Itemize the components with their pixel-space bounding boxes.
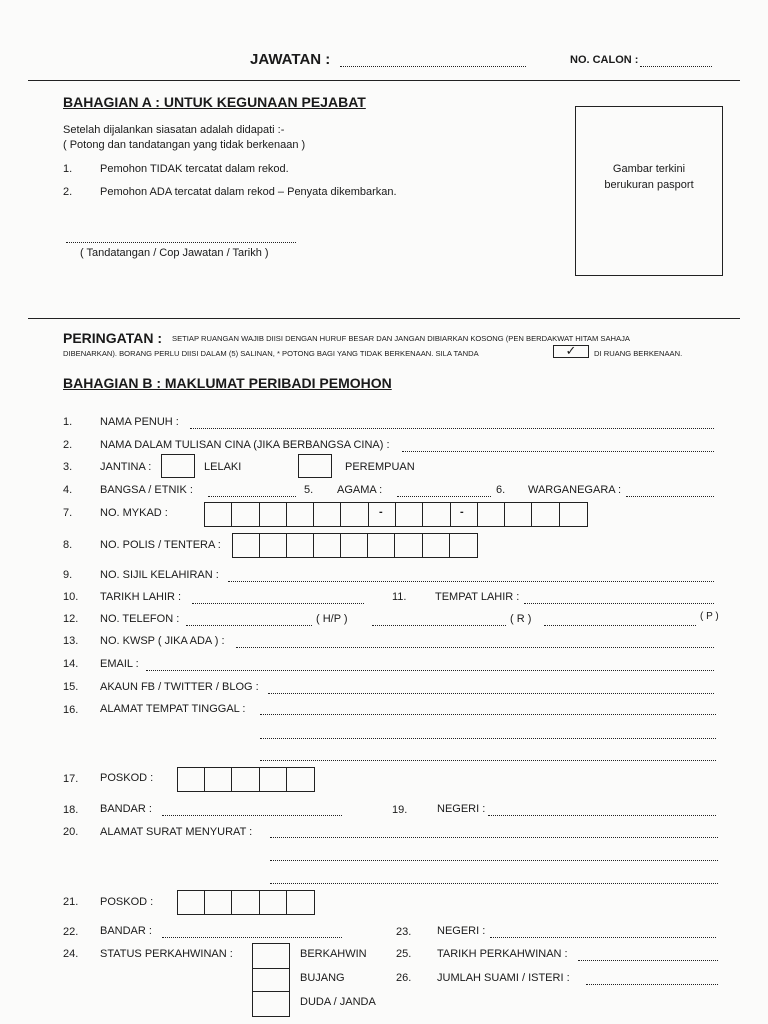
warganegara-label: WARGANEGARA : xyxy=(528,484,622,496)
negeri-label: NEGERI : xyxy=(437,803,486,815)
photo-box-caption: Gambar terkini berukuran pasport xyxy=(604,163,694,191)
poskod-surat-label: POSKOD : xyxy=(100,896,154,908)
akaun-sosial-label: AKAUN FB / TWITTER / BLOG : xyxy=(100,681,259,693)
warning-text-3: DI RUANG BERKENAAN. xyxy=(594,349,683,358)
no-calon-field[interactable] xyxy=(640,66,712,67)
bujang-checkbox[interactable] xyxy=(252,968,290,992)
field-number: 18. xyxy=(63,804,79,816)
bujang-label: BUJANG xyxy=(300,972,345,984)
warning-label: PERINGATAN : xyxy=(63,330,163,346)
field-number: 20. xyxy=(63,826,79,838)
field-number: 11. xyxy=(392,591,407,603)
kwsp-label: NO. KWSP ( JIKA ADA ) : xyxy=(100,635,225,647)
poskod-input[interactable] xyxy=(177,767,315,792)
field-number: 9. xyxy=(63,569,73,581)
mykad-label: NO. MYKAD : xyxy=(100,507,168,519)
field-number: 7. xyxy=(63,507,73,519)
tempat-lahir-label: TEMPAT LAHIR : xyxy=(435,591,520,603)
lelaki-label: LELAKI xyxy=(204,461,242,473)
signature-caption: ( Tandatangan / Cop Jawatan / Tarikh ) xyxy=(80,247,269,259)
item-text: Pemohon TIDAK tercatat dalam rekod. xyxy=(100,163,289,175)
photo-box[interactable] xyxy=(575,106,723,276)
telefon-label: NO. TELEFON : xyxy=(100,613,180,625)
mykad-separator: - xyxy=(379,506,383,518)
warning-text-2: DIBENARKAN). BORANG PERLU DIISI DALAM (5) SALINAN, * POTONG BAGI YANG TIDAK BERKENAAN. SILA TANDA xyxy=(63,349,479,358)
field-number: 17. xyxy=(63,773,79,785)
field-number: 12. xyxy=(63,613,79,625)
telefon-r-field[interactable] xyxy=(372,625,506,626)
section-a-intro: Setelah dijalankan siasatan adalah didapati :- xyxy=(63,124,285,136)
section-divider xyxy=(28,318,740,319)
field-number: 21. xyxy=(63,896,79,908)
poskod-label: POSKOD : xyxy=(100,772,154,784)
nama-penuh-label: NAMA PENUH : xyxy=(100,416,179,428)
jantina-label: JANTINA : xyxy=(100,461,152,473)
berkahwin-label: BERKAHWIN xyxy=(300,948,367,960)
item-text: Pemohon ADA tercatat dalam rekod – Penyata dikembarkan. xyxy=(100,186,397,198)
tarikh-kahwin-field[interactable] xyxy=(578,960,718,961)
bandar-surat-field[interactable] xyxy=(162,937,342,938)
item-number: 2. xyxy=(63,186,73,198)
check-icon: ✓ xyxy=(565,343,577,358)
alamat-tinggal-field[interactable] xyxy=(260,714,716,715)
polis-tentera-input[interactable] xyxy=(232,533,478,558)
jawatan-field[interactable] xyxy=(340,66,526,67)
alamat-surat-field-line-2[interactable] xyxy=(270,860,718,861)
field-number: 15. xyxy=(63,681,79,693)
tarikh-lahir-label: TARIKH LAHIR : xyxy=(100,591,182,603)
email-field[interactable] xyxy=(146,670,714,671)
agama-label: AGAMA : xyxy=(337,484,383,496)
field-number: 26. xyxy=(396,972,412,984)
field-number: 10. xyxy=(63,591,79,603)
warganegara-field[interactable] xyxy=(626,496,714,497)
alamat-surat-field-line-3[interactable] xyxy=(270,883,718,884)
field-number: 16. xyxy=(63,704,79,716)
telefon-p-field[interactable] xyxy=(544,625,696,626)
duda-janda-label: DUDA / JANDA xyxy=(300,996,376,1008)
poskod-surat-input[interactable] xyxy=(177,890,315,915)
email-label: EMAIL : xyxy=(100,658,139,670)
bandar-label: BANDAR : xyxy=(100,803,152,815)
akaun-sosial-field[interactable] xyxy=(268,693,714,694)
bangsa-field[interactable] xyxy=(208,496,296,497)
signature-line[interactable] xyxy=(66,242,296,243)
alamat-surat-label: ALAMAT SURAT MENYURAT : xyxy=(100,826,253,838)
item-number: 1. xyxy=(63,163,73,175)
negeri-surat-field[interactable] xyxy=(490,937,716,938)
field-number: 5. xyxy=(304,484,314,496)
mykad-separator: - xyxy=(460,506,464,518)
perempuan-checkbox[interactable] xyxy=(298,454,332,478)
alamat-tinggal-field-line-3[interactable] xyxy=(260,760,716,761)
telefon-r-label: ( R ) xyxy=(510,613,532,625)
sijil-lahir-label: NO. SIJIL KELAHIRAN : xyxy=(100,569,219,581)
bandar-field[interactable] xyxy=(162,815,342,816)
alamat-tinggal-label: ALAMAT TEMPAT TINGGAL : xyxy=(100,703,246,715)
kwsp-field[interactable] xyxy=(236,647,714,648)
field-number: 1. xyxy=(63,416,73,428)
jawatan-label: JAWATAN : xyxy=(250,51,331,68)
bangsa-label: BANGSA / ETNIK : xyxy=(100,484,193,496)
lelaki-checkbox[interactable] xyxy=(161,454,195,478)
no-calon-label: NO. CALON : xyxy=(570,54,639,66)
alamat-surat-field[interactable] xyxy=(270,837,718,838)
section-a-title: BAHAGIAN A : UNTUK KEGUNAAN PEJABAT xyxy=(63,94,366,110)
telefon-hp-label: ( H/P ) xyxy=(316,613,348,625)
berkahwin-checkbox[interactable] xyxy=(252,943,290,969)
alamat-tinggal-field-line-2[interactable] xyxy=(260,738,716,739)
perempuan-label: PEREMPUAN xyxy=(345,461,415,473)
sijil-lahir-field[interactable] xyxy=(228,581,714,582)
telefon-hp-field[interactable] xyxy=(186,625,312,626)
field-number: 13. xyxy=(63,635,79,647)
warning-text: SETIAP RUANGAN WAJIB DIISI DENGAN HURUF BESAR DAN JANGAN DIBIARKAN KOSONG (PEN BERDAKWAT HITAM SAHAJA xyxy=(172,334,630,343)
duda-janda-checkbox[interactable] xyxy=(252,991,290,1017)
field-number: 3. xyxy=(63,461,73,473)
nama-cina-label: NAMA DALAM TULISAN CINA (JIKA BERBANGSA CINA) : xyxy=(100,439,390,451)
field-number: 25. xyxy=(396,948,412,960)
nama-penuh-field[interactable] xyxy=(190,428,714,429)
section-a-intro-note: ( Potong dan tandatangan yang tidak berkenaan ) xyxy=(63,139,306,151)
jumlah-pasangan-label: JUMLAH SUAMI / ISTERI : xyxy=(437,972,570,984)
polis-tentera-label: NO. POLIS / TENTERA : xyxy=(100,539,221,551)
field-number: 4. xyxy=(63,484,73,496)
nama-cina-field[interactable] xyxy=(402,451,714,452)
agama-field[interactable] xyxy=(397,496,491,497)
field-number: 6. xyxy=(496,484,506,496)
tarikh-kahwin-label: TARIKH PERKAHWINAN : xyxy=(437,948,568,960)
tarikh-lahir-field[interactable] xyxy=(192,603,364,604)
section-b-title: BAHAGIAN B : MAKLUMAT PERIBADI PEMOHON xyxy=(63,375,392,391)
check-sample-box xyxy=(553,345,589,358)
telefon-p-label: ( P ) xyxy=(700,611,719,622)
field-number: 8. xyxy=(63,539,73,551)
field-number: 23. xyxy=(396,926,412,938)
negeri-surat-label: NEGERI : xyxy=(437,925,486,937)
mykad-input[interactable] xyxy=(204,502,588,527)
field-number: 14. xyxy=(63,658,79,670)
field-number: 22. xyxy=(63,926,79,938)
jumlah-pasangan-field[interactable] xyxy=(586,984,718,985)
field-number: 24. xyxy=(63,948,79,960)
bandar-surat-label: BANDAR : xyxy=(100,925,152,937)
tempat-lahir-field[interactable] xyxy=(524,603,714,604)
negeri-field[interactable] xyxy=(488,815,716,816)
header-divider xyxy=(28,80,740,81)
field-number: 19. xyxy=(392,804,408,816)
field-number: 2. xyxy=(63,439,73,451)
status-kahwin-label: STATUS PERKAHWINAN : xyxy=(100,948,233,960)
